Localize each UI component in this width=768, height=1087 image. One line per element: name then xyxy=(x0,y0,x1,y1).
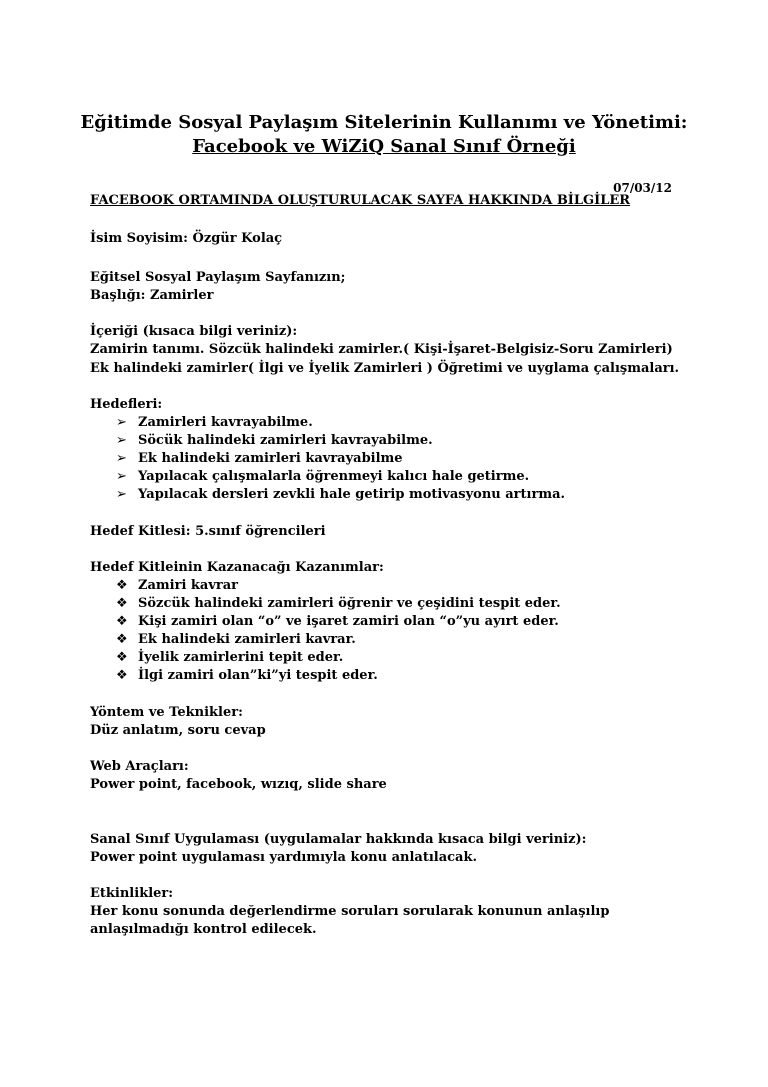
document-title-line1: Eğitimde Sosyal Paylaşım Sitelerinin Kullanımı ve Yönetimi: xyxy=(80,112,688,133)
name-line: İsim Soyisim: Özgür Kolaç xyxy=(90,231,283,246)
virtual-class-label: Sanal Sınıf Uygulaması (uygulamalar hakkında kısaca bilgi veriniz): xyxy=(90,832,587,847)
document-date: 07/03/12 xyxy=(613,181,672,195)
web-tools-label: Web Araçları: xyxy=(90,759,189,774)
methods-label: Yöntem ve Teknikler: xyxy=(90,705,243,720)
virtual-class-value: Power point uygulaması yardımıyla konu anlatılacak. xyxy=(90,850,477,865)
list-item xyxy=(116,414,565,432)
goal-text: Yapılacak dersleri zevkli hale getirip motivasyonu artırma. xyxy=(138,487,566,502)
arrow-bullet-icon: ➢ xyxy=(116,487,127,502)
list-item xyxy=(116,595,561,613)
activities-line-1: Her konu sonunda değerlendirme soruları sorularak konunun anlaşılıp xyxy=(90,904,610,919)
content-label: İçeriği (kısaca bilgi veriniz): xyxy=(90,324,298,339)
goals-list xyxy=(116,414,565,504)
list-item xyxy=(116,450,565,468)
content-line-2: Ek halindeki zamirler( İlgi ve İyelik Zamirleri ) Öğretimi ve uyglama çalışmaları. xyxy=(90,361,680,376)
web-tools-value: Power point, facebook, wızıq, slide share xyxy=(90,777,387,792)
diamond-bullet-icon: ❖ xyxy=(116,578,128,593)
outcome-text: Zamiri kavrar xyxy=(138,578,239,593)
list-item xyxy=(116,468,565,486)
diamond-bullet-icon: ❖ xyxy=(116,614,128,629)
diamond-bullet-icon: ❖ xyxy=(116,668,128,683)
arrow-bullet-icon: ➢ xyxy=(116,469,127,484)
outcome-text: Sözcük halindeki zamirleri öğrenir ve çeşidini tespit eder. xyxy=(138,596,561,611)
content-line-1: Zamirin tanımı. Sözcük halindeki zamirler.( Kişi-İşaret-Belgisiz-Soru Zamirleri) xyxy=(90,342,673,357)
list-item xyxy=(116,432,565,450)
arrow-bullet-icon: ➢ xyxy=(116,415,127,430)
methods-value: Düz anlatım, soru cevap xyxy=(90,723,266,738)
activities-label: Etkinlikler: xyxy=(90,886,174,901)
list-item xyxy=(116,613,561,631)
outcome-text: İyelik zamirlerini tepit eder. xyxy=(138,650,344,665)
page-info-label: Eğitsel Sosyal Paylaşım Sayfanızın; xyxy=(90,270,346,285)
outcome-text: Kişi zamiri olan “o” ve işaret zamiri olan “o”yu ayırt eder. xyxy=(138,614,559,629)
goal-text: Zamirleri kavrayabilme. xyxy=(138,415,313,430)
list-item xyxy=(116,631,561,649)
diamond-bullet-icon: ❖ xyxy=(116,596,128,611)
goal-text: Söcük halindeki zamirleri kavrayabilme. xyxy=(138,433,433,448)
list-item xyxy=(116,649,561,667)
goal-text: Ek halindeki zamirleri kavrayabilme xyxy=(138,451,403,466)
diamond-bullet-icon: ❖ xyxy=(116,650,128,665)
goal-text: Yapılacak çalışmalarla öğrenmeyi kalıcı hale getirme. xyxy=(138,469,530,484)
document-subtitle: Facebook ve WiZiQ Sanal Sınıf Örneği xyxy=(192,136,576,157)
audience-line: Hedef Kitlesi: 5.sınıf öğrencileri xyxy=(90,524,326,539)
list-item xyxy=(116,577,561,595)
outcome-text: İlgi zamiri olan”ki”yi tespit eder. xyxy=(138,668,378,683)
arrow-bullet-icon: ➢ xyxy=(116,451,127,466)
outcomes-label: Hedef Kitleinin Kazanacağı Kazanımlar: xyxy=(90,560,384,575)
list-item xyxy=(116,486,565,504)
outcomes-list xyxy=(116,577,561,685)
section-heading: FACEBOOK ORTAMINDA OLUŞTURULACAK SAYFA HAKKINDA BİLGİLER xyxy=(90,193,631,208)
goals-label: Hedefleri: xyxy=(90,397,163,412)
arrow-bullet-icon: ➢ xyxy=(116,433,127,448)
list-item xyxy=(116,667,561,685)
page-title-line: Başlığı: Zamirler xyxy=(90,288,214,303)
document-title-line2 xyxy=(60,135,708,159)
outcome-text: Ek halindeki zamirleri kavrar. xyxy=(138,632,356,647)
diamond-bullet-icon: ❖ xyxy=(116,632,128,647)
activities-line-2: anlaşılmadığı kontrol edilecek. xyxy=(90,922,317,937)
